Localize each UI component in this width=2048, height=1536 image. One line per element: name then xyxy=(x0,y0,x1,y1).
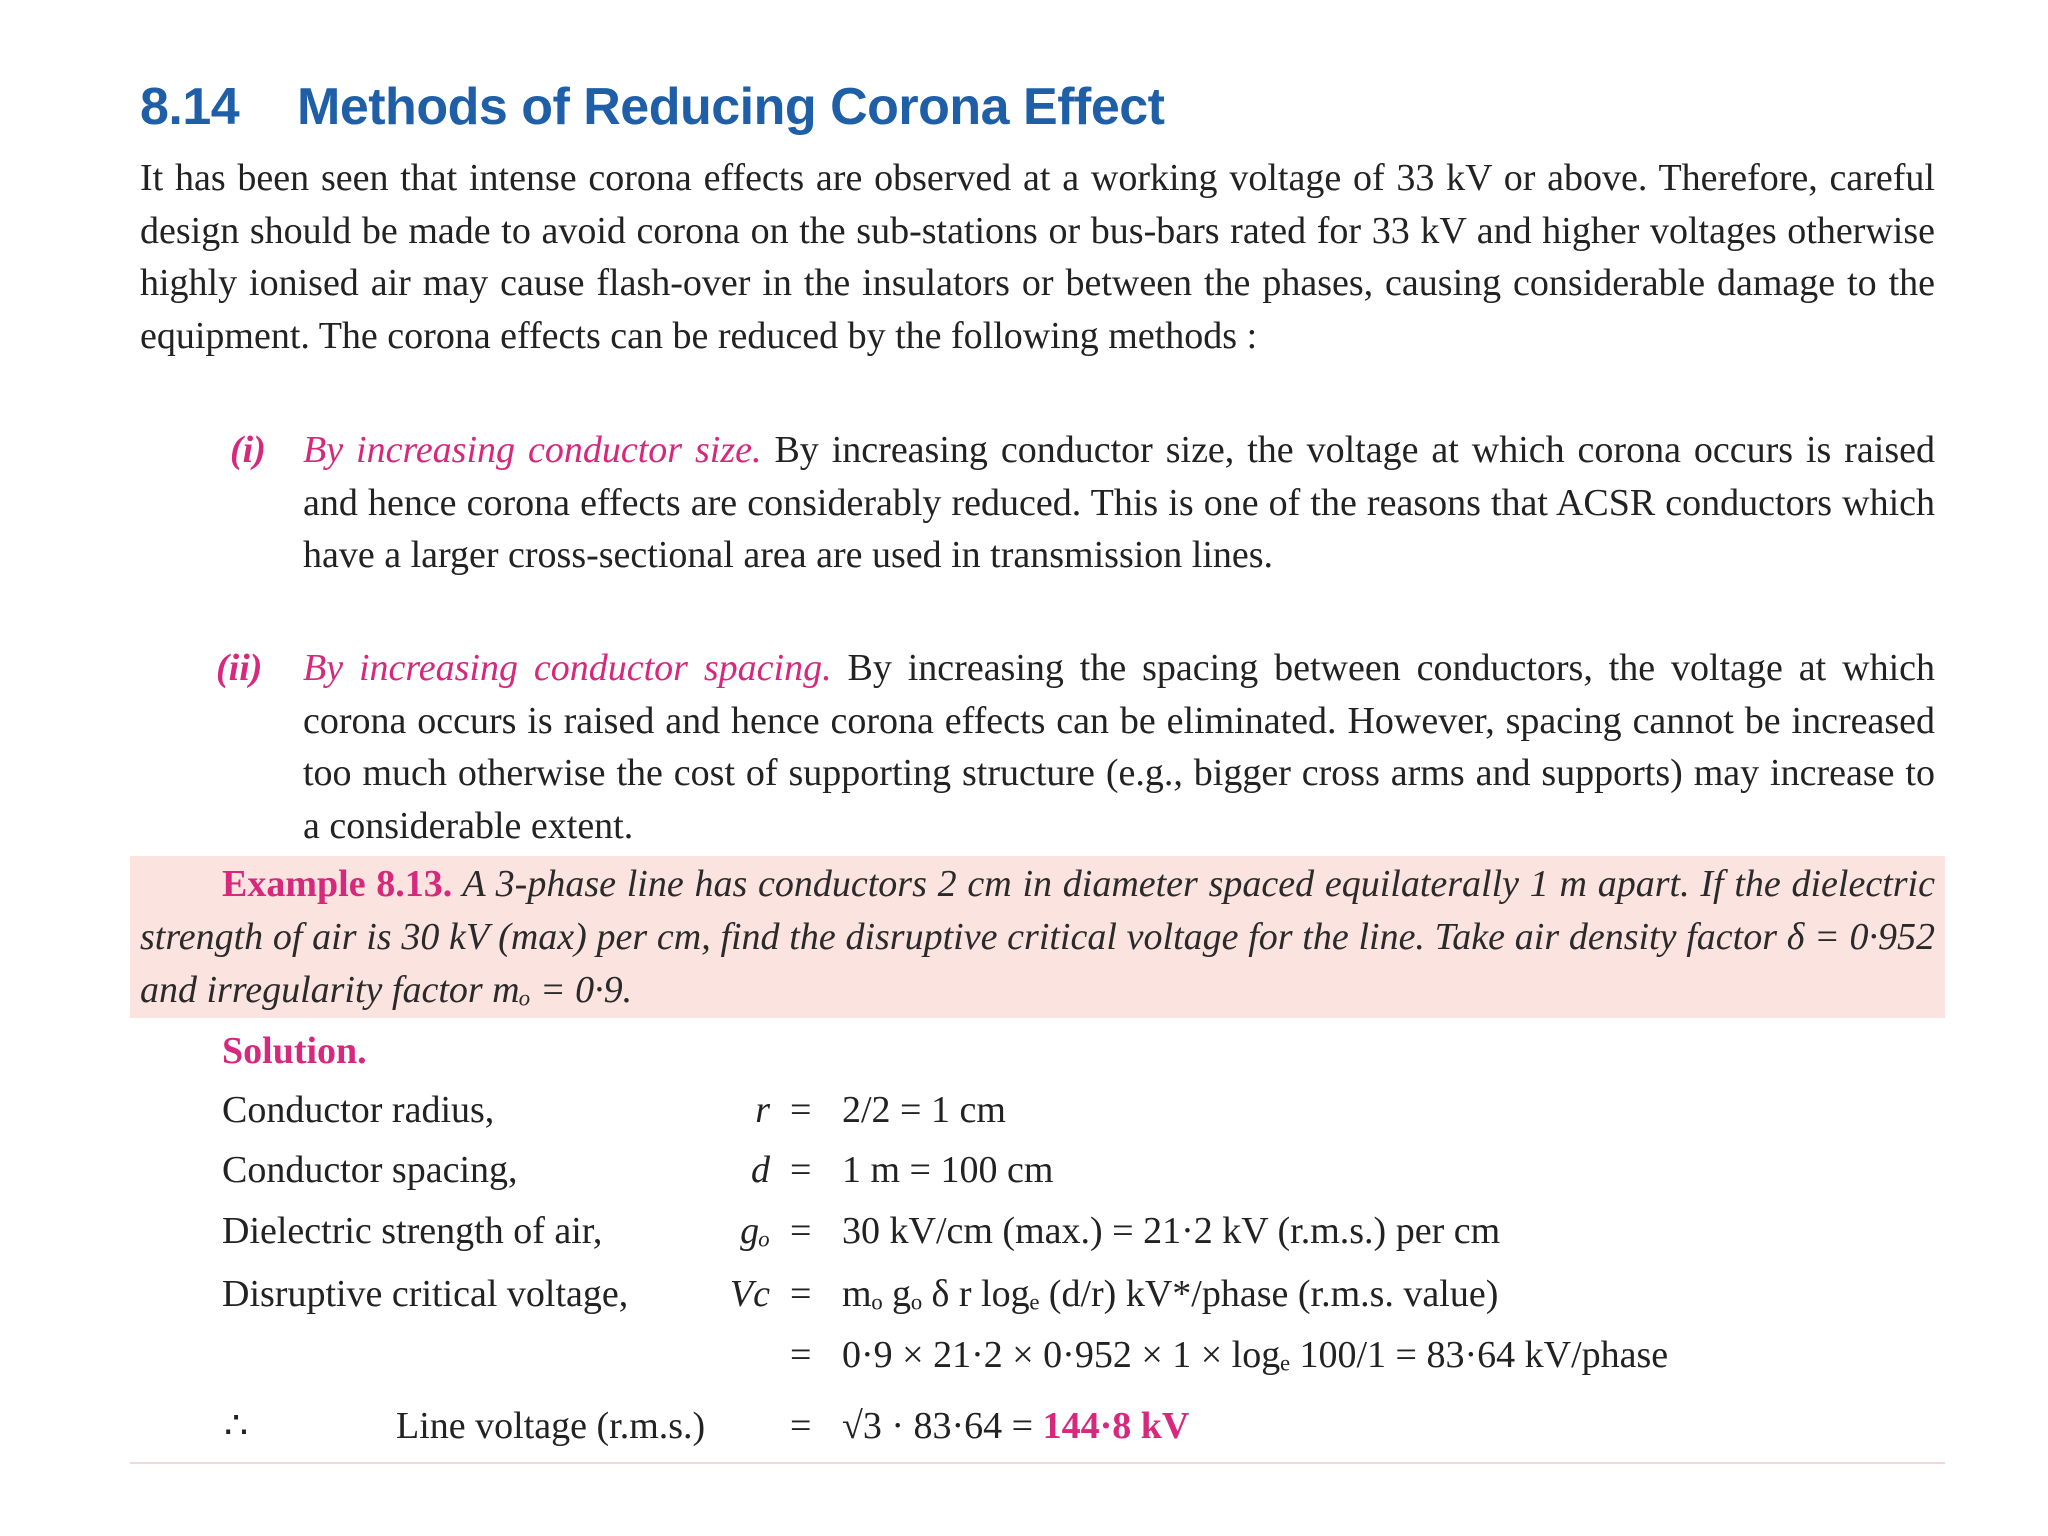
final-calculation: √3 · 83·64 = xyxy=(842,1405,1034,1447)
solution-row xyxy=(0,1266,2048,1322)
row-label: Line voltage (r.m.s.) xyxy=(396,1405,706,1447)
method-title: By increasing conductor spacing. xyxy=(303,647,832,689)
final-answer: 144·8 kV xyxy=(1042,1405,1190,1447)
method-text: By increasing the spacing between conductors, the voltage at which corona occurs is raised and hence corona effects can be eliminated. However, spacing cannot be increased too much otherwise the cost of supporting structure (e.g., bigger cross arms and supports) may increase to a considerable extent. xyxy=(303,647,1935,847)
method-body xyxy=(303,642,1935,852)
intro-paragraph: It has been seen that intense corona effects are observed at a working voltage of 33 kV or above. Therefore, careful design should be made to avoid corona on the sub-stations or bus-bars rated for 33 kV and higher voltages otherwise highly ionised air may cause flash-over in the insulators or between the phases, causing considerable damage to the equipment. The corona effects can be reduced by the following methods : xyxy=(140,157,1935,357)
example-statement: A 3-phase line has conductors 2 cm in diameter spaced equilaterally 1 m apart. If the dielectric strength of air is 30 kV (max) per cm, find the disruptive critical voltage for the line. Take air density factor δ = 0·952 and irregularity factor mₒ = 0·9. xyxy=(140,863,1935,1011)
final-expression xyxy=(842,1398,1189,1454)
method-text: By increasing conductor size, the voltage at which corona occurs is raised and hence corona effects are considerably reduced. This is one of the reasons that ACSR conductors which have a larger cross-sectional area are used in transmission lines. xyxy=(303,429,1936,576)
method-marker: (ii) xyxy=(216,647,263,689)
example-problem xyxy=(140,858,1935,1017)
bottom-divider xyxy=(130,1462,1945,1464)
method-title: By increasing conductor size. xyxy=(303,429,762,471)
row-value: 0·9 × 21·2 × 0·952 × 1 × logₑ 100/1 = 83·64 kV/phase xyxy=(842,1334,1669,1376)
row-label: Disruptive critical voltage, xyxy=(222,1273,629,1315)
row-equals: = xyxy=(790,1089,812,1131)
row-value: 2/2 = 1 cm xyxy=(842,1089,1006,1131)
solution-row xyxy=(0,1142,2048,1198)
row-symbol: r xyxy=(755,1089,770,1131)
row-equals: = xyxy=(790,1149,812,1191)
row-symbol: Vc xyxy=(729,1273,770,1315)
section-heading xyxy=(140,72,1165,142)
row-value: 30 kV/cm (max.) = 21·2 kV (r.m.s.) per cm xyxy=(842,1210,1501,1252)
row-symbol: d xyxy=(751,1149,770,1191)
row-value: mₒ gₒ δ r logₑ (d/r) kV*/phase (r.m.s. value) xyxy=(842,1273,1499,1315)
final-result-row xyxy=(0,1398,2048,1454)
row-equals: = xyxy=(790,1334,812,1376)
method-body xyxy=(303,424,1935,582)
row-equals: = xyxy=(790,1273,812,1315)
row-symbol: gₒ xyxy=(740,1210,770,1252)
row-equals: = xyxy=(790,1210,812,1252)
example-label: Example 8.13. xyxy=(222,863,453,905)
section-title: Methods of Reducing Corona Effect xyxy=(297,78,1165,136)
row-label: Dielectric strength of air, xyxy=(222,1210,603,1252)
method-marker: (i) xyxy=(230,429,266,471)
solution-row xyxy=(0,1082,2048,1138)
solution-heading: Solution. xyxy=(222,1030,367,1072)
solution-row xyxy=(0,1327,2048,1383)
row-label: Conductor spacing, xyxy=(222,1149,518,1191)
solution-row xyxy=(0,1203,2048,1259)
row-label: Conductor radius, xyxy=(222,1089,495,1131)
therefore-symbol: ∴ xyxy=(224,1405,249,1447)
row-value: 1 m = 100 cm xyxy=(842,1149,1054,1191)
row-equals: = xyxy=(790,1405,812,1447)
section-number: 8.14 xyxy=(140,78,240,136)
